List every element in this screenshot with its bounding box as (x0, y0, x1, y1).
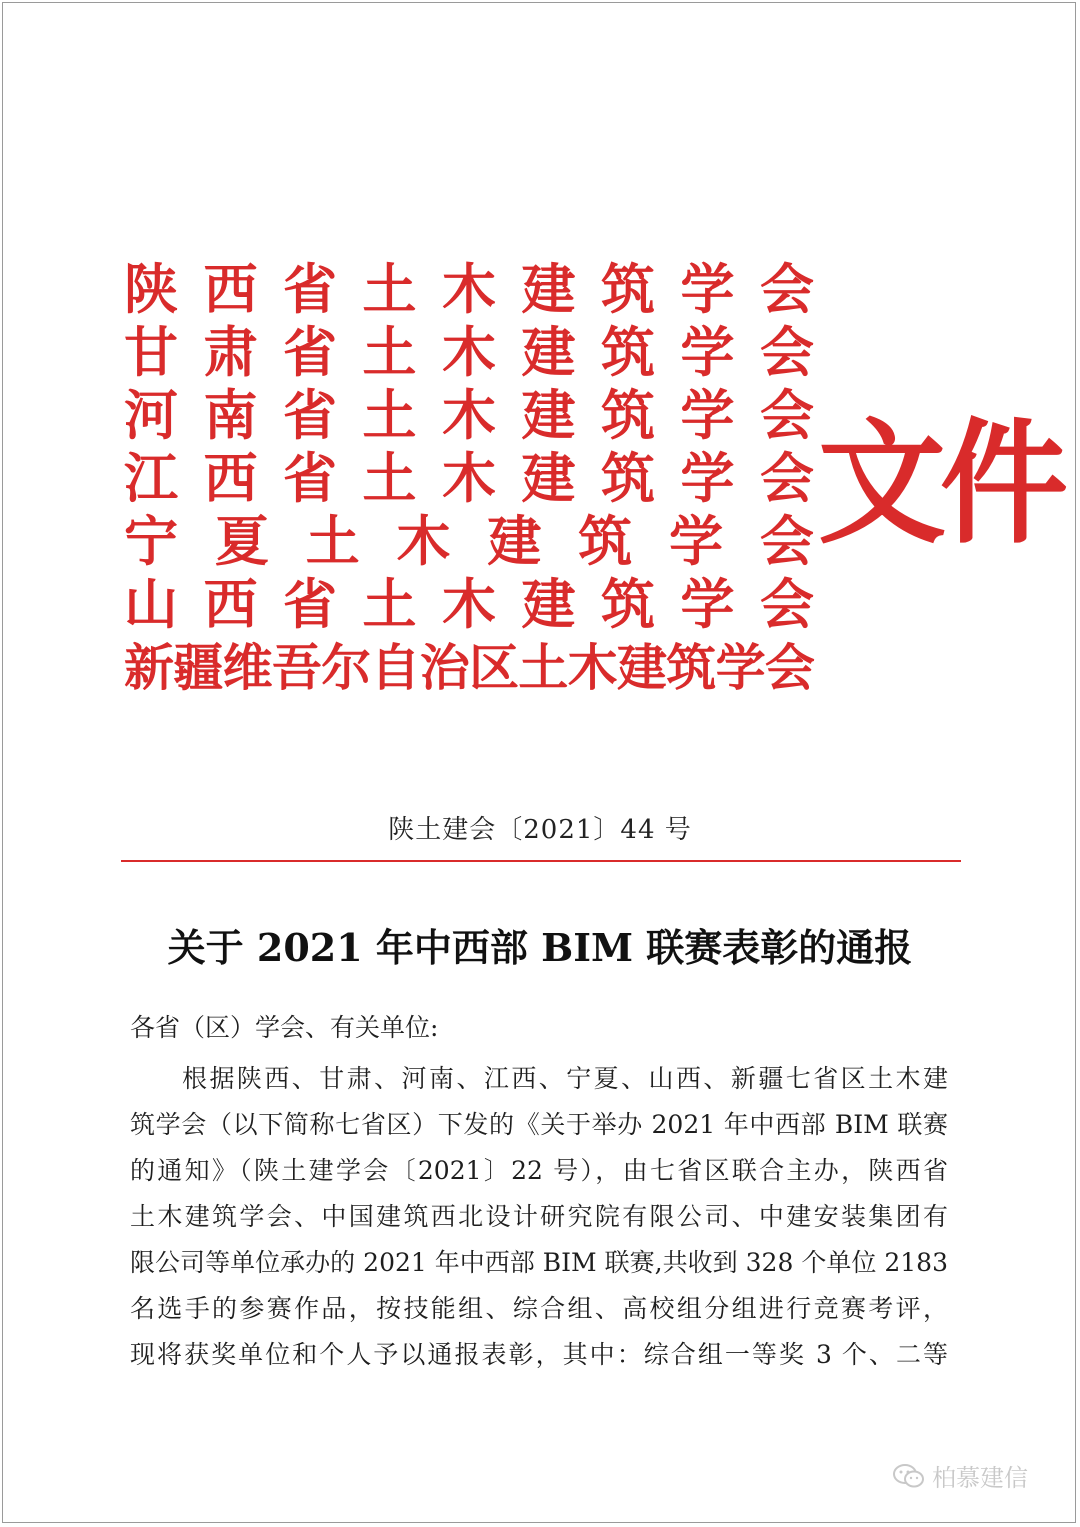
organization-char: 西 (203, 446, 258, 510)
organization-char: 西 (203, 257, 258, 321)
organization-char: 会 (760, 320, 814, 384)
organization-char: 学 (680, 446, 735, 510)
wechat-icon (892, 1462, 926, 1490)
body-line: 限公司等单位承办的 2021 年中西部 BIM 联赛,共收到 328 个单位 2183 (130, 1248, 948, 1277)
document-title: 关于 2021 年中西部 BIM 联赛表彰的通报 (167, 925, 913, 970)
organization-char: 木 (442, 446, 496, 510)
organization-char: 建 (616, 638, 667, 697)
organization-char: 吾 (271, 638, 322, 697)
organization-char: 会 (760, 572, 814, 636)
organization-char: 新 (124, 638, 174, 697)
organization-char: 建 (487, 509, 542, 573)
organization-char: 陕 (124, 257, 178, 321)
issuing-organizations (124, 258, 814, 699)
organization-char: 木 (442, 383, 496, 447)
organization-char: 疆 (173, 638, 224, 697)
organization-char: 土 (362, 383, 417, 447)
organization-char: 会 (760, 446, 814, 510)
organization-char: 筑 (666, 638, 717, 697)
organization-char: 建 (521, 383, 576, 447)
organization-char: 筑 (578, 509, 633, 573)
organization-char: 江 (124, 446, 178, 510)
organization-char: 学 (680, 572, 735, 636)
organization-char: 西 (203, 572, 258, 636)
organization-char: 会 (764, 638, 815, 697)
organization-char: 学 (680, 257, 735, 321)
organization-char: 省 (283, 320, 337, 384)
organization-char: 治 (419, 638, 470, 697)
organization-char: 土 (362, 572, 417, 636)
organization-char: 建 (521, 320, 576, 384)
organization-char: 木 (442, 257, 496, 321)
organization-char: 省 (283, 572, 337, 636)
organization-char: 会 (760, 383, 814, 447)
organization-char: 土 (362, 257, 417, 321)
organization-char: 河 (124, 383, 178, 447)
header-suffix: 文件 (818, 405, 1063, 563)
watermark (892, 1458, 1028, 1493)
organization-char: 会 (759, 509, 814, 573)
organization-name (124, 447, 814, 510)
organization-char: 省 (283, 257, 337, 321)
body-line: 现将获奖单位和个人予以通报表彰，其中：综合组一等奖 3 个、二等 (130, 1340, 948, 1369)
body-line: 根据陕西、甘肃、河南、江西、宁夏、山西、新疆七省区土木建 (182, 1064, 948, 1093)
organization-char: 尔 (321, 638, 372, 697)
organization-name (124, 510, 814, 573)
organization-char: 肃 (203, 320, 258, 384)
organization-char: 山 (124, 572, 178, 636)
organization-char: 木 (442, 572, 496, 636)
organization-char: 建 (521, 572, 576, 636)
organization-char: 甘 (124, 320, 178, 384)
organization-char: 学 (680, 320, 735, 384)
organization-char: 夏 (214, 509, 269, 573)
organization-char: 省 (283, 383, 337, 447)
organization-char: 筑 (601, 257, 655, 321)
organization-char: 自 (370, 638, 421, 697)
body-line: 名选手的参赛作品，按技能组、综合组、高校组分组进行竞赛考评， (130, 1294, 948, 1323)
document-number: 陕土建会〔2021〕44 号 (388, 815, 692, 845)
watermark-text: 柏慕建信 (932, 1464, 1028, 1492)
organization-char: 区 (469, 638, 520, 697)
organization-char: 南 (203, 383, 258, 447)
organization-char: 土 (362, 446, 417, 510)
organization-char: 宁 (124, 509, 178, 573)
body-line: 的通知》（陕土建学会〔2021〕22 号），由七省区联合主办，陕西省 (130, 1156, 948, 1185)
organization-char: 维 (222, 638, 273, 697)
organization-char: 建 (521, 446, 576, 510)
body-paragraph (130, 1056, 948, 1378)
organization-name (124, 636, 814, 699)
organization-name (124, 384, 814, 447)
organization-char: 筑 (601, 320, 655, 384)
organization-name (124, 573, 814, 636)
organization-char: 学 (669, 509, 724, 573)
organization-char: 学 (715, 638, 766, 697)
organization-char: 木 (442, 320, 496, 384)
salutation: 各省（区）学会、有关单位: (130, 1013, 439, 1042)
organization-char: 土 (305, 509, 360, 573)
organization-char: 木 (567, 638, 618, 697)
body-line: 筑学会（以下简称七省区）下发的《关于举办 2021 年中西部 BIM 联赛 (130, 1110, 948, 1139)
organization-char: 省 (283, 446, 337, 510)
organization-char: 木 (396, 509, 451, 573)
organization-char: 土 (362, 320, 417, 384)
organization-char: 学 (680, 383, 735, 447)
organization-char: 筑 (601, 383, 655, 447)
organization-char: 筑 (601, 572, 655, 636)
organization-char: 筑 (601, 446, 655, 510)
red-divider (121, 860, 961, 862)
organization-char: 土 (518, 638, 569, 697)
body-line: 土木建筑学会、中国建筑西北设计研究院有限公司、中建安装集团有 (130, 1202, 948, 1231)
organization-name (124, 321, 814, 384)
organization-name (124, 258, 814, 321)
organization-char: 建 (521, 257, 576, 321)
organization-char: 会 (760, 257, 814, 321)
